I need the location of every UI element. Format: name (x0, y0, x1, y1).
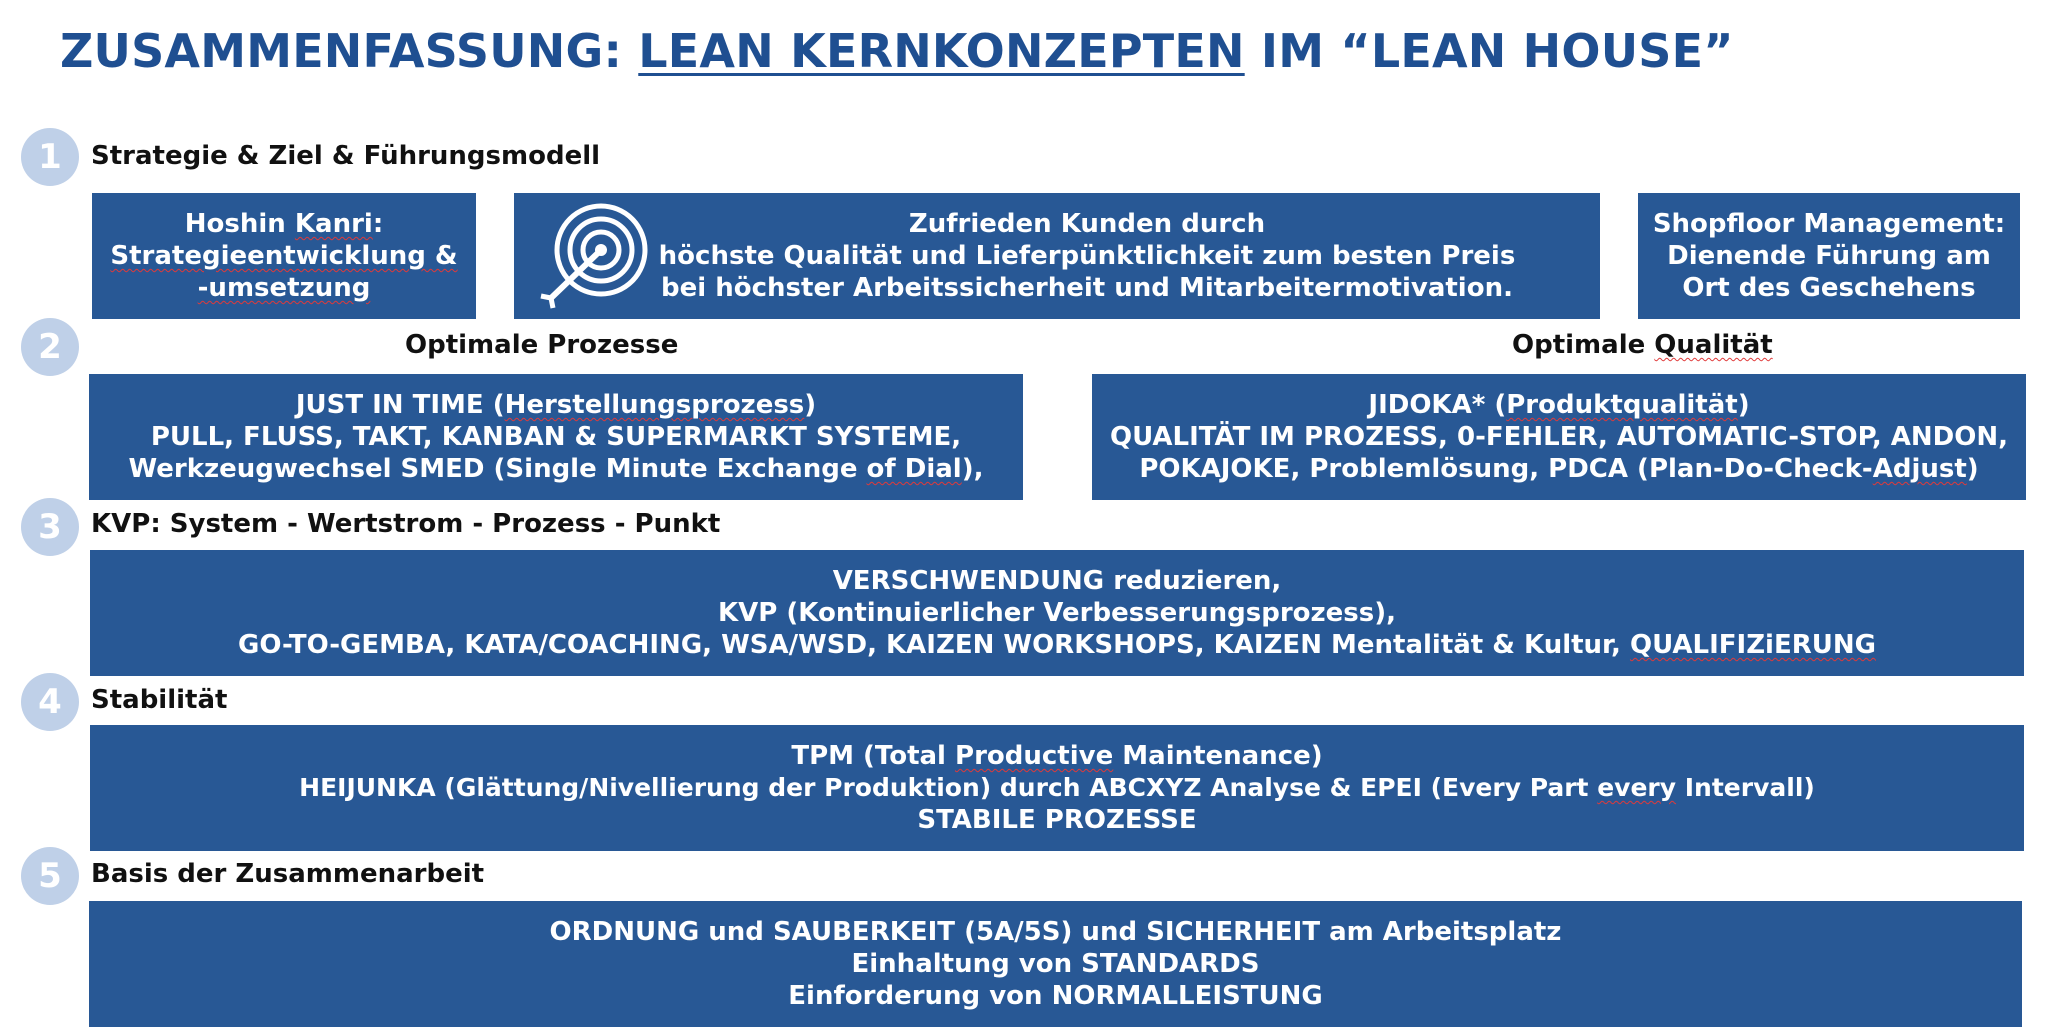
shopfloor-line3: Ort des Geschehens (1682, 273, 1976, 303)
section-label-kvp: KVP: System - Wertstrom - Prozess - Punkt (91, 509, 721, 539)
pillar-heading-processes: Optimale Prozesse (405, 330, 679, 360)
basis-line2: Einhaltung von STANDARDS (851, 949, 1260, 979)
jidoka-line3: POKAJOKE, Problemlösung, PDCA (Plan-Do-Check-Adjust) (1139, 454, 1979, 484)
jit-line1: JUST IN TIME (Herstellungsprozess) (295, 390, 817, 420)
pillar-heading-quality: Optimale Qualität (1512, 330, 1773, 360)
section-label-stability: Stabilität (91, 685, 228, 715)
section-number-1: 1 (21, 128, 79, 186)
jit-line2: PULL, FLUSS, TAKT, KANBAN & SUPERMARKT SYSTEME, (150, 422, 962, 452)
title-underlined: LEAN KERNKONZEPTEN (638, 24, 1245, 78)
section-number-4: 4 (21, 673, 79, 731)
stability-line2: HEIJUNKA (Glättung/Nivellierung der Produktion) durch ABCXYZ Analyse & EPEI (Every Part every Intervall) (299, 773, 1815, 802)
jidoka-line1: JIDOKA* (Produktqualität) (1368, 390, 1750, 420)
hoshin-kanri-box (92, 193, 476, 319)
title-suffix: IM “LEAN HOUSE” (1244, 24, 1734, 78)
target-arrow-icon (537, 200, 653, 312)
title-prefix: ZUSAMMENFASSUNG: (60, 24, 639, 78)
kvp-box (90, 550, 2024, 676)
goal-line1: Zufrieden Kunden durch (908, 209, 1266, 239)
kvp-line1: VERSCHWENDUNG reduzieren, (832, 566, 1282, 596)
hoshin-line3: -umsetzung (197, 273, 371, 303)
section-label-basis: Basis der Zusammenarbeit (91, 859, 485, 889)
basis-line1: ORDNUNG und SAUBERKEIT (5A/5S) und SICHERHEIT am Arbeitsplatz (549, 917, 1562, 947)
customer-goal-box (514, 193, 1600, 319)
page-title (60, 24, 1734, 78)
goal-line3: bei höchster Arbeitssicherheit und Mitarbeitermotivation. (661, 273, 1513, 303)
stability-box (90, 725, 2024, 851)
goal-line2: höchste Qualität und Lieferpünktlichkeit zum besten Preis (658, 241, 1516, 271)
section-number-2: 2 (21, 318, 79, 376)
section-label-strategy: Strategie & Ziel & Führungsmodell (91, 141, 601, 171)
just-in-time-box (89, 374, 1023, 500)
stability-line1: TPM (Total Productive Maintenance) (791, 741, 1323, 771)
shopfloor-management-box (1638, 193, 2020, 319)
kvp-line2: KVP (Kontinuierlicher Verbesserungsprozess), (718, 598, 1396, 628)
section-number-5: 5 (21, 847, 79, 905)
jit-line3: Werkzeugwechsel SMED (Single Minute Exchange of Dial), (128, 454, 984, 484)
hoshin-line1: Hoshin Kanri: (184, 209, 384, 239)
section-number-3: 3 (21, 498, 79, 556)
kvp-line3: GO-TO-GEMBA, KATA/COACHING, WSA/WSD, KAIZEN WORKSHOPS, KAIZEN Mentalität & Kultur, QUALIFIZiERUNG (238, 630, 1876, 660)
shopfloor-line1: Shopfloor Management: (1652, 209, 2006, 239)
basis-line3: Einforderung von NORMALLEISTUNG (788, 981, 1323, 1011)
basis-box (89, 901, 2022, 1027)
hoshin-line2: Strategieentwicklung & (110, 241, 458, 271)
stability-line3: STABILE PROZESSE (917, 805, 1197, 835)
shopfloor-line2: Dienende Führung am (1667, 241, 1991, 271)
jidoka-box (1092, 374, 2026, 500)
jidoka-line2: QUALITÄT IM PROZESS, 0-FEHLER, AUTOMATIC-STOP, ANDON, (1109, 422, 2008, 452)
